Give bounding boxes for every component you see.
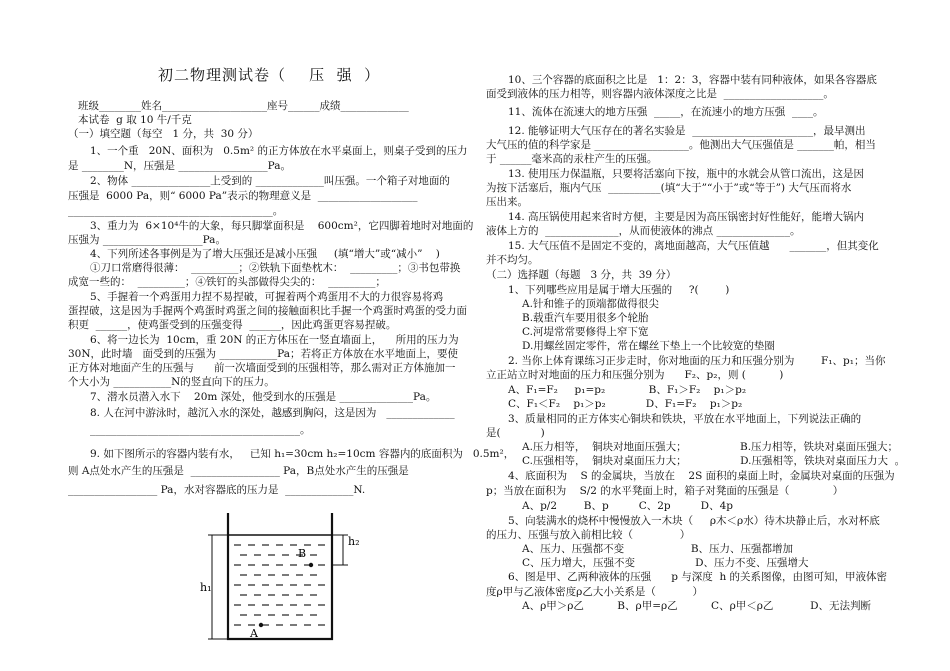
water-hatching — [234, 545, 325, 625]
text-line: ________________________________________。 — [90, 424, 311, 436]
text-line: 积更 ______，使鸡蛋受到的压强变得 ______，因此鸡蛋更容易捏破。 — [68, 319, 397, 331]
text-line: （一）填空题（每空 1 分，共 30 分） — [68, 128, 259, 140]
text-line: 班级________姓名____________________座号______成绩_____________ — [78, 100, 409, 112]
text-line: 是 ________N，压强是 _________________Pa。 — [68, 160, 291, 172]
text-line: 3、质量相同的正方体实心铜块和铁块，平放在水平地面上，下列说法正确的 — [508, 413, 862, 425]
text-line: 5、手握着一个鸡蛋用力捏不易捏破，可握着两个鸡蛋用不大的力很容易将鸡 — [90, 291, 444, 303]
text-line: 12. 能够证明大气压存在的著名实验是 _______________________，最早测出 — [508, 125, 866, 137]
text-line: 度ρ甲与乙液体密度ρ乙大小关系是（ ） — [486, 586, 704, 598]
text-line: 4、底面积为 S 的金属块，当放在 2S 面积的桌面上时，金属块对桌面的压强为 — [508, 470, 895, 482]
text-line: C、F₁＜F₂ p₁＞p₂ D、F₁=F₂ p₁＞p₂ — [508, 398, 743, 410]
text-line: A.压力相等， 铜块对地面压强大； B.压力相等，铁块对桌面压强大； — [522, 441, 899, 453]
container-diagram — [198, 507, 368, 647]
text-line: 14. 高压锅使用起来省时方便，主要是因为高压锅密封好性能好，能增大锅内 — [508, 211, 865, 223]
text-line: 7、潜水员潜入水下 20m 深处，他受到水的压强是 ______________Pa。 — [90, 391, 437, 403]
text-line: 本试卷 g 取 10 牛/千克 — [78, 114, 192, 126]
text-line: 30N，此时墙 面受到的压强为 ___________Pa；若将正方体放在水平地面上，要使 — [68, 348, 459, 360]
text-line: 蛋捏破，这是因为手握两个鸡蛋时鸡蛋之间的接触面积比手握一个鸡蛋时鸡蛋的受力面 — [68, 305, 467, 317]
text-line: 则 A点处水产生的压强是 _________________ Pa，B点处水产生的压强是 — [68, 465, 409, 477]
text-line: 3、重力为 6×10⁴牛的大象，每只脚掌面积是 600cm²，它四脚着地时对地面的 — [90, 220, 474, 232]
text-line: A、ρ甲＞ρ乙 B、ρ甲=ρ乙 C、ρ甲＜ρ乙 D、无法判断 — [522, 600, 872, 612]
container-outline — [228, 513, 332, 639]
text-line: A、压力、压强都不变 B、压力、压强都增加 — [522, 543, 794, 555]
text-line: 4、下列所述各事例是为了增大压强还是减小压强 (填“增大”或“减小” ) — [90, 248, 440, 260]
label-b: B — [298, 547, 307, 560]
text-line: 个大小为 ___________N的竖直向下的压力。 — [68, 376, 275, 388]
text-line: 是( ) — [486, 427, 545, 439]
text-line: 2、物体 _______________上受到的 _____________叫压强。一个箱子对地面的 — [90, 175, 450, 187]
text-line: C、压力增大，压强不变 D、压力不变、压强增大 — [522, 557, 809, 569]
text-line: 压出来。 — [486, 196, 528, 208]
label-a: A — [250, 627, 258, 640]
text-line: 并不均匀。 — [486, 254, 539, 266]
text-line: 6、将一边长为 10cm，重 20N 的正方体压在一竖直墙面上， 所用的压力为 — [90, 334, 459, 346]
text-line: 成宽一些的： _________；④铁钉的头部做得尖尖的： _________； — [68, 276, 386, 288]
text-line: ①刀口常磨得很薄： _________；②铁轨下面垫枕木： _________；③书包带换 — [90, 262, 461, 274]
text-line: _______________________________________。 — [68, 205, 284, 217]
text-line: C.压强相等， 铜块对桌面压力大； D.压强相等，铁块对桌面压力大 。 — [522, 455, 906, 467]
text-line: A、F₁=F₂ p₁=p₂ B、F₁＞F₂ p₁＞p₂ — [508, 384, 747, 396]
text-line: 6、图是甲、乙两种液体的压强 p 与深度 h 的关系图像，由图可知，甲液体密 — [508, 571, 888, 583]
text-line: B.载重汽车要用很多个轮胎 — [522, 312, 649, 324]
text-line: D.用螺丝固定零件，常在螺丝下垫上一个比较宽的垫圈 — [522, 340, 775, 352]
page-title: 初二物理测试卷（ 压 强 ） — [158, 66, 381, 84]
label-h1: h₁ — [200, 581, 212, 594]
text-line: 9. 如下图所示的容器内装有水， 已知 h₁=30cm h₂=10cm 容器内的底面积为 0.5m²， — [90, 448, 515, 460]
point-a — [259, 623, 263, 627]
text-line: 15. 大气压值不是固定不变的，离地面越高，大气压值越 _______，但其变化 — [508, 240, 879, 252]
text-line: 的压力、压强与放入前相比较（ ） — [486, 529, 691, 541]
text-line: 立正站立时对地面的压力和压强分别为 F₂、p₂，则 ( ) — [486, 369, 784, 381]
text-line: 压强是 6000 Pa，则“ 6000 Pa”表示的物理意义是 ___________________ — [68, 190, 418, 202]
text-line: （二）选择题（每题 3 分，共 39 分） — [486, 269, 677, 281]
text-line: 2. 当你上体育课练习正步走时，你对地面的压力和压强分别为 F₁、p₁；当你 — [508, 355, 886, 367]
text-line: 液体上方的 ______________，从而使液体的沸点 ______________。 — [486, 225, 801, 237]
text-line: 正方体对地面产生的压强与 前一次墙面受到的压强相等，那么需对正方体施加一 — [68, 362, 456, 374]
text-line: 为按下活塞后，瓶内气压 __________(填“大于”“小于”或“等于”) 大气压而将水 — [486, 182, 852, 194]
text-line: 压强为 ___________________Pa。 — [68, 234, 226, 246]
text-line: 大气压的值的科学家是 __________________。他测出大气压强值是 _______帕，相当 — [486, 139, 876, 151]
text-line: A.针和锥子的顶端都做得很尖 — [522, 298, 659, 310]
text-line: 10、三个容器的底面积之比是 1：2：3，容器中装有同种液体，如果各容器底 — [508, 74, 877, 86]
text-line: 1、下列哪些应用是属于增大压强的 ?( ) — [508, 284, 730, 296]
text-line: 面受到液体的压力相等，则容器内液体深度之比是 ___________________。 — [486, 88, 834, 100]
point-b — [309, 563, 313, 567]
text-line: 11、流体在流速大的地方压强 _____，在流速小的地方压强 ____。 — [508, 106, 824, 118]
text-line: p；当放在面积为 S/2 的水平凳面上时，箱子对凳面的压强是（ ） — [486, 485, 844, 497]
text-line: 13. 使用压力保温瓶，只要将活塞向下按，瓶中的水就会从管口流出，这是因 — [508, 168, 865, 180]
text-line: C.河堤常常要修得上窄下宽 — [522, 326, 649, 338]
text-line: 5、向装满水的烧杯中慢慢放入一木块（ ρ木＜ρ水）待木块静止后，水对杯底 — [508, 515, 880, 527]
text-line: _________________ Pa，水对容器底的压力是 _____________N. — [68, 484, 366, 496]
text-line: 1、一个重 20N、面积为 0.5m² 的正方体放在水平桌面上，则桌子受到的压力 — [90, 145, 468, 157]
text-line: A、p/2 B、p C、2p D、4p — [522, 500, 733, 512]
text-line: 8. 人在河中游泳时，越沉入水的深处，越感到胸闷，这是因为 _____________ — [90, 407, 455, 419]
text-line: 于 ______毫米高的汞柱产生的压强。 — [486, 153, 658, 165]
label-h2: h₂ — [348, 535, 360, 548]
